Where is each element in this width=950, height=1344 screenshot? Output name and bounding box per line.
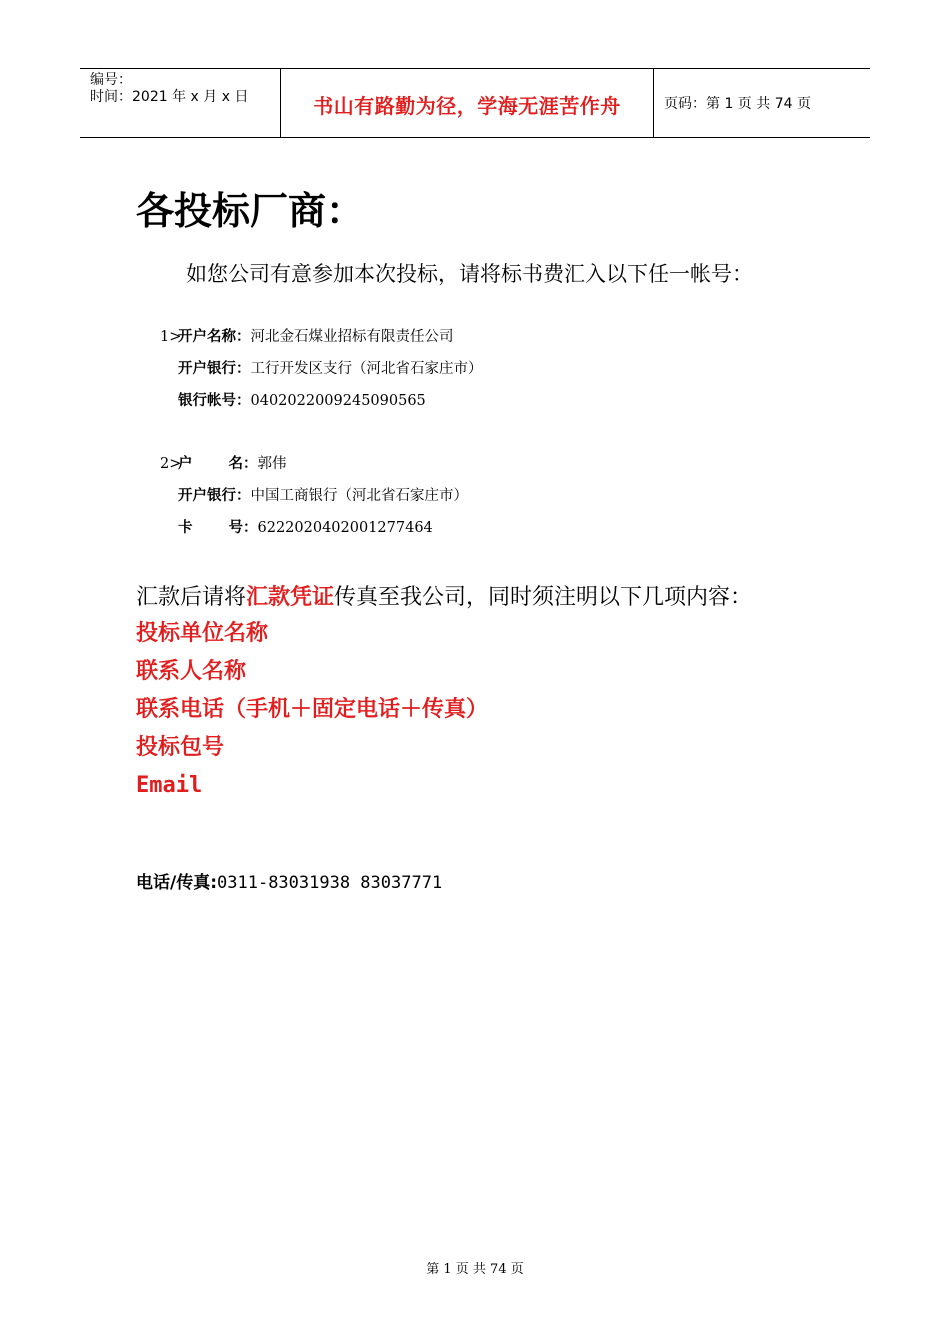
header-time-label: 时间：2021 年 x 月 x 日 xyxy=(90,89,249,105)
account2-bank-row xyxy=(160,480,680,512)
required-item: 投标包号 xyxy=(136,735,225,760)
account2-card-label-a: 卡 xyxy=(178,520,193,536)
account2-name-label-a: 户 xyxy=(178,456,193,472)
account-block-1 xyxy=(160,321,680,417)
document-header xyxy=(80,68,870,138)
remittance-notice xyxy=(136,580,752,611)
account2-card: 6222020402001277464 xyxy=(257,520,433,536)
account1-name-row xyxy=(160,321,680,353)
account2-bank-label: 开户银行： xyxy=(178,488,251,504)
contact-value: 0311-83031938 83037771 xyxy=(217,873,443,893)
notice-before: 汇款后请将 xyxy=(136,585,247,610)
account-block-2 xyxy=(160,448,680,544)
required-item: 联系电话（手机＋固定电话＋传真） xyxy=(136,697,489,722)
account1-number-row xyxy=(160,385,680,417)
contact-line xyxy=(136,868,442,893)
account1-bank: 工行开发区支行（河北省石家庄市） xyxy=(250,361,483,377)
header-meta xyxy=(80,69,281,137)
contact-label: 电话/传真: xyxy=(136,873,218,893)
account2-bank: 中国工商银行（河北省石家庄市） xyxy=(250,488,468,504)
intro-paragraph: 如您公司有意参加本次投标，请将标书费汇入以下任一帐号： xyxy=(186,262,753,286)
account2-card-row xyxy=(160,512,680,544)
account2-name: 郭伟 xyxy=(257,456,287,472)
required-item: 联系人名称 xyxy=(136,659,247,684)
required-items-list xyxy=(136,615,488,805)
account2-name-row xyxy=(160,448,680,480)
account1-bank-label: 开户银行： xyxy=(178,361,251,377)
account1-name-label: 开户名称： xyxy=(178,329,251,345)
header-number-label: 编号： xyxy=(90,72,132,88)
account1-bank-row xyxy=(160,353,680,385)
required-item: 投标单位名称 xyxy=(136,621,269,646)
account1-index: 1> xyxy=(160,329,182,345)
page-footer: 第 1 页 共 74 页 xyxy=(426,1262,524,1277)
account2-index: 2> xyxy=(160,456,182,472)
notice-highlight: 汇款凭证 xyxy=(246,584,335,610)
account1-name: 河北金石煤业招标有限责任公司 xyxy=(250,329,454,345)
account2-name-label-b: 名： xyxy=(228,456,258,472)
header-motto: 书山有路勤为径，学海无涯苦作舟 xyxy=(281,69,654,137)
required-item-email: Email xyxy=(136,773,203,798)
header-page-info: 页码：第 1 页 共 74 页 xyxy=(664,96,811,112)
account2-card-label-b: 号： xyxy=(228,520,258,536)
account1-number-label: 银行帐号： xyxy=(178,393,251,409)
page-title: 各投标厂商： xyxy=(136,189,365,233)
account1-number: 0402022009245090565 xyxy=(250,393,426,409)
notice-after: 传真至我公司，同时须注明以下几项内容： xyxy=(334,585,753,610)
